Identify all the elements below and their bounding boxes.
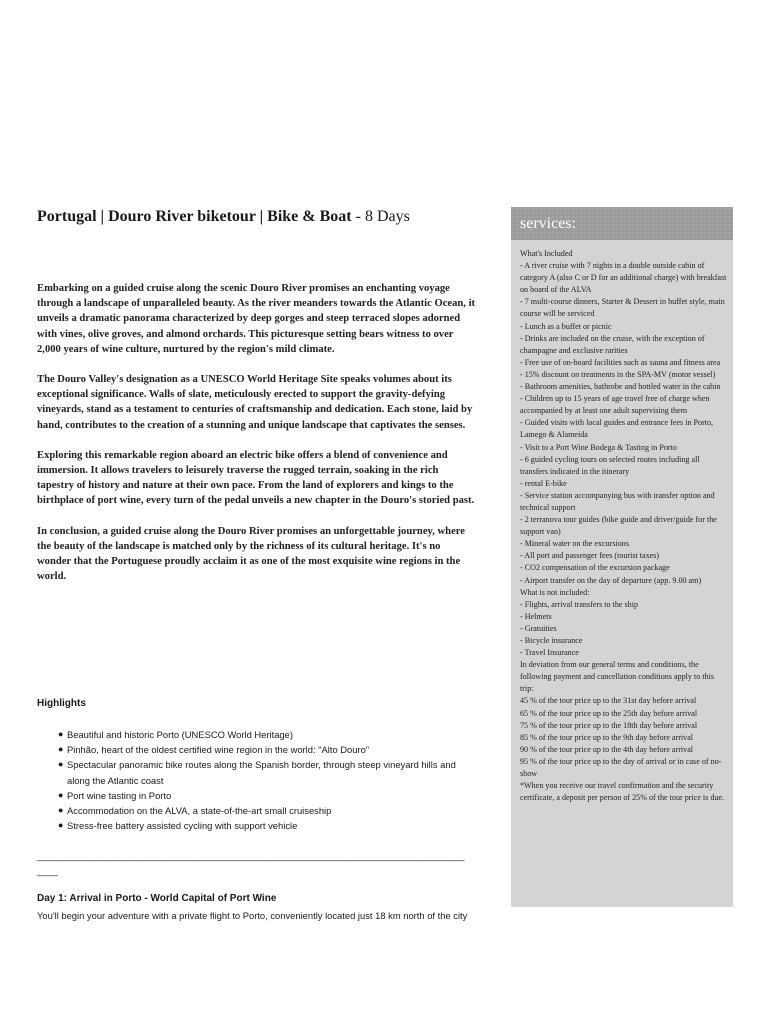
services-line: - 2 terranova tour guides (bike guide and driver/guide for the support van)	[520, 515, 717, 537]
bullet-icon: ●	[58, 805, 64, 816]
intro-paragraph: In conclusion, a guided cruise along the Douro River promises an unforgettable journey, where the beauty of the landscape is matched only by the richness of its cultural heritage. It's no wonder that the Portuguese proudly acclaim it as one of the most exquisite wine regions in the world.	[37, 525, 465, 583]
separator-line: ______________________________________________________________________________________	[37, 850, 465, 876]
page-title	[37, 207, 477, 227]
main-content	[37, 207, 477, 599]
title-days: - 8 Days	[355, 208, 410, 225]
services-sidebar	[511, 207, 733, 907]
bullet-icon: ●	[58, 789, 64, 800]
intro-text	[37, 281, 477, 584]
services-line: - Helmets	[520, 611, 552, 621]
services-line: - CO2 compensation of the excursion package	[520, 563, 670, 573]
bullet-icon: ●	[58, 759, 64, 770]
highlight-item	[58, 818, 478, 833]
services-line: 45 % of the tour price up to the 31st day before arrival	[520, 696, 697, 706]
bullet-icon: ●	[58, 744, 64, 755]
highlights-list	[58, 727, 478, 833]
day-1-text: You'll begin your adventure with a private flight to Porto, conveniently located just 18 km north of the city	[37, 910, 468, 921]
highlight-item	[58, 788, 478, 803]
services-line: What's Included	[520, 249, 573, 258]
services-line: - 6 guided cycling tours on selected routes including all transfers indicated in the itinerary	[520, 454, 700, 476]
highlight-text: Stress-free battery assisted cycling with support vehicle	[67, 820, 298, 832]
services-line: *When you receive our travel confirmation and the security certificate, a deposit per person of 25% of the tour price is due.	[520, 781, 725, 803]
services-line: - rental E-bike	[520, 478, 567, 488]
services-line: - Service station accompanying bus with transfer option and technical support	[520, 490, 715, 512]
highlight-item	[58, 757, 478, 787]
intro-paragraph: Exploring this remarkable region aboard an electric bike offers a blend of convenience and immersion. It allows travelers to leisurely traverse the rugged terrain, soaking in the rich tapestry of history and nature at their own pace. From the land of explorers and kings to the birthplace of port wine, every turn of the pedal unveils a new chapter in the Douro's storied past.	[37, 449, 475, 507]
intro-paragraph: The Douro Valley's designation as a UNESCO World Heritage Site speaks volumes about its exceptional significance. Walls of slate, meticulously erected to support the gravity-defying vineyards, stand as a testament to centuries of craftsmanship and dedication. Each stone, laid by hand, contributes to the creation of a stunning and unique landscape that captivates the senses.	[37, 374, 473, 431]
highlight-item	[58, 803, 478, 818]
services-line: 90 % of the tour price up to the 4th day before arrival	[520, 744, 694, 754]
services-line: - Visit to a Port Wine Bodega & Tasting in Porto	[520, 442, 677, 452]
highlight-item	[58, 727, 478, 742]
title-main: Portugal | Douro River biketour | Bike & Boat	[37, 208, 352, 225]
services-line: 75 % of the tour price up to the 18th day before arrival	[520, 720, 698, 730]
services-line: - Gratuities	[520, 623, 557, 633]
highlight-item	[58, 742, 478, 757]
services-line: - 7 multi-course dinners, Starter & Dessert in buffet style, main course will be serviced	[520, 297, 725, 319]
day-1-title: Day 1: Arrival in Porto - World Capital of Port Wine	[37, 893, 277, 904]
services-line: 65 % of the tour price up to the 25th day before arrival	[520, 708, 698, 718]
bullet-icon: ●	[58, 729, 64, 739]
services-line: - Airport transfer on the day of departure (app. 9.00 am)	[520, 575, 702, 585]
services-line: - Guided visits with local guides and entrance fees in Porto, Lamego & Alameida	[520, 418, 714, 440]
services-line: - 15% discount on treatments in the SPA-MV (motor vessel)	[520, 369, 716, 379]
services-line: - Bicycle insurance	[520, 636, 583, 645]
services-line: - Travel Insurance	[520, 648, 579, 658]
intro-paragraph: Embarking on a guided cruise along the scenic Douro River promises an enchanting voyage through a landscape of unparalleled beauty. As the river meanders towards the Atlantic Ocean, it unveils a dramatic panorama characterized by deep gorges and steep terraced slopes adorned with vines, olive groves, and almond orchards. This picturesque setting bears witness to over 2,000 years of wine culture, nurtured by the region's mild climate.	[37, 283, 476, 355]
services-line: In deviation from our general terms and conditions, the following payment and cancellation conditions apply to this trip:	[520, 660, 714, 694]
services-list	[511, 240, 733, 804]
services-line: - Bathroom amenities, bathrobe and bottled water in the cabin	[520, 382, 721, 392]
highlight-text: Port wine tasting in Porto	[67, 789, 172, 801]
services-line: - Drinks are included on the cruise, with the exception of champagne and exclusive rarities	[520, 333, 705, 355]
services-line: - Children up to 15 years of age travel free of charge when accompanied by at least one adult supervising them	[520, 394, 710, 416]
services-line: What is not included:	[520, 587, 590, 597]
highlight-text: Beautiful and historic Porto (UNESCO World Heritage)	[67, 729, 293, 740]
services-heading: services:	[511, 207, 733, 240]
services-line: - Flights, arrival transfers to the ship	[520, 599, 639, 609]
services-line: - Mineral water on the excursions	[520, 539, 630, 549]
services-line: 85 % of the tour price up to the 9th day before arrival	[520, 732, 694, 742]
services-line: - Free use of on-board facilities such as sauna and fitness area	[520, 357, 721, 367]
highlights-heading: Highlights	[37, 698, 86, 709]
services-line: - Lunch as a buffet or picnic	[520, 321, 612, 331]
highlight-text: Pinhão, heart of the oldest certified wine region in the world: "Alto Douro"	[67, 744, 370, 756]
bullet-icon: ●	[58, 820, 64, 831]
highlight-text: Spectacular panoramic bike routes along the Spanish border, through steep vineyard hills and along the Atlantic coast	[67, 759, 456, 786]
services-line: 95 % of the tour price up to the day of arrival or in case of no-show	[520, 756, 722, 779]
services-line: - A river cruise with 7 nights in a double outside cabin of category A (also C or D for an additional charge) with breakfast on board of the ALVA	[520, 261, 727, 295]
services-line: - All port and passenger fees (tourist taxes)	[520, 551, 660, 561]
highlight-text: Accommodation on the ALVA, a state-of-the-art small cruiseship	[67, 805, 332, 817]
